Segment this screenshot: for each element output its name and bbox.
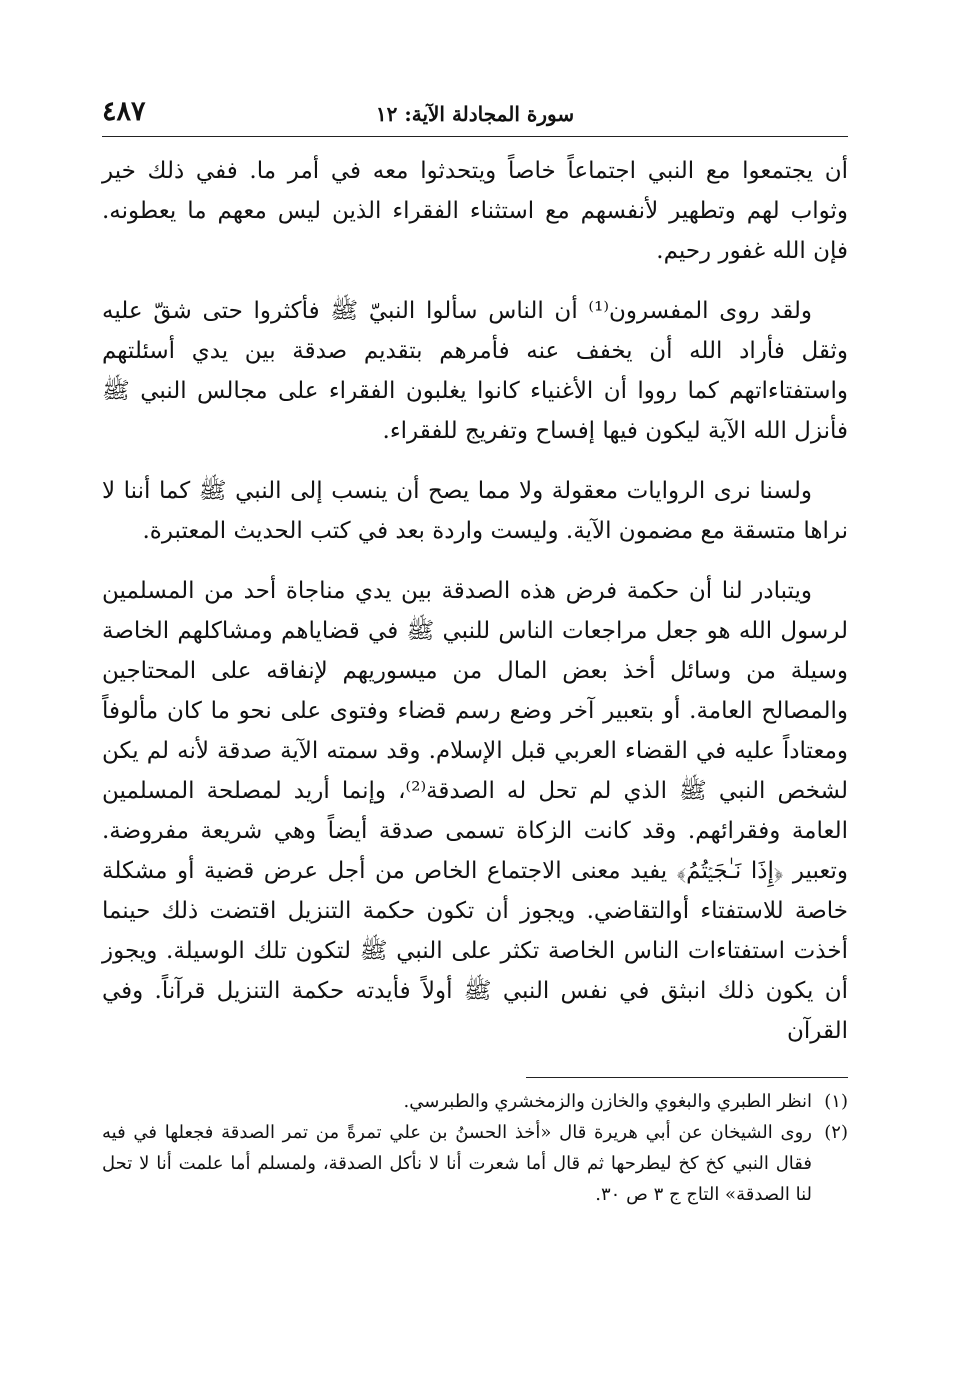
page-header	[102, 92, 848, 137]
footnote-number: (١)	[824, 1091, 848, 1112]
paragraph-1: أن يجتمعوا مع النبي اجتماعاً خاصاً ويتحدثوا معه في أمر ما. ففي ذلك خير وثواب لهم وتطهير لأنفسهم مع استثناء الفقراء الذين ليس معهم ما يعطونه. فإن الله غفور رحيم.	[102, 158, 848, 264]
book-page	[102, 92, 848, 1210]
running-title: سورة المجادلة الآية: ١٢	[375, 102, 575, 126]
footnote-text: انظر الطبري والبغوي والخازن والزمخشري والطبرسي.	[403, 1091, 812, 1112]
footnote-1	[102, 1086, 848, 1117]
footnote-2	[102, 1117, 848, 1210]
paragraph-4: ويتبادر لنا أن حكمة فرض هذه الصدقة بين يدي مناجاة أحد من المسلمين لرسول الله هو جعل مراجعات الناس للنبي ﷺ في قضاياهم ومشاكلهم الخاصة وسيلة من وسائل أخذ بعض المال من ميسوريهم لإنفاقه على المحتاجين والمصالح العامة. أو بتعبير آخر وضع رسم قضاء وفتوى على نحو ما كان مألوفاً ومعتاداً عليه في القضاء العربي قبل الإسلام. وقد سمته الآية صدقة لأنه لم يكن لشخص النبي ﷺ الذي لم تحل له الصدقة⁽²⁾، وإنما أريد لمصلحة المسلمين العامة وفقرائهم. وقد كانت الزكاة تسمى صدقة أيضاً وهي شريعة مفروضة. وتعبير ﴿إِذَا نَـٰجَيۡتُمُ﴾ يفيد معنى الاجتماع الخاص من أجل عرض قضية أو مشكلة خاصة للاستفتاء أوالتقاضي. ويجوز أن تكون حكمة التنزيل اقتضت ذلك حينما أخذت استفتاءات الناس الخاصة تكثر على النبي ﷺ لتكون تلك الوسيلة. ويجوز أن يكون ذلك انبثق في نفس النبي ﷺ أولاً فأيدته حكمة التنزيل قرآناً. وفي القرآن	[102, 578, 848, 1044]
page-number: ٤٨٧	[102, 96, 146, 127]
footnote-divider	[526, 1077, 848, 1078]
paragraph-3: ولسنا نرى الروايات معقولة ولا مما يصح أن ينسب إلى النبي ﷺ كما أننا لا نراها متسقة مع مضمون الآية. وليست واردة بعد في كتب الحديث المعتبرة.	[102, 478, 848, 544]
footnotes	[102, 1086, 848, 1210]
paragraph-2: ولقد روى المفسرون⁽¹⁾ أن الناس سألوا النبيّ ﷺ فأكثروا حتى شقّ عليه وثقل فأراد الله أن يخفف عنه فأمرهم بتقديم صدقة بين يدي أسئلتهم واستفتاءاتهم كما رووا أن الأغنياء كانوا يغلبون الفقراء على مجالس النبي ﷺ فأنزل الله الآية ليكون فيها إفساح وتفريج للفقراء.	[102, 298, 848, 444]
body-text	[102, 151, 848, 1051]
footnote-number: (٢)	[824, 1122, 848, 1143]
footnote-text: روى الشيخان عن أبي هريرة قال «أخذ الحسنُ بن علي تمرةً من تمر الصدقة فجعلها في فيه فقال النبي كخ كخ ليطرحها ثم قال أما شعرت أنا لا نأكل الصدقة، ولمسلم أما علمت أنا لا تحل لنا الصدقة» التاج ج ٣ ص ٣٠.	[102, 1122, 812, 1205]
